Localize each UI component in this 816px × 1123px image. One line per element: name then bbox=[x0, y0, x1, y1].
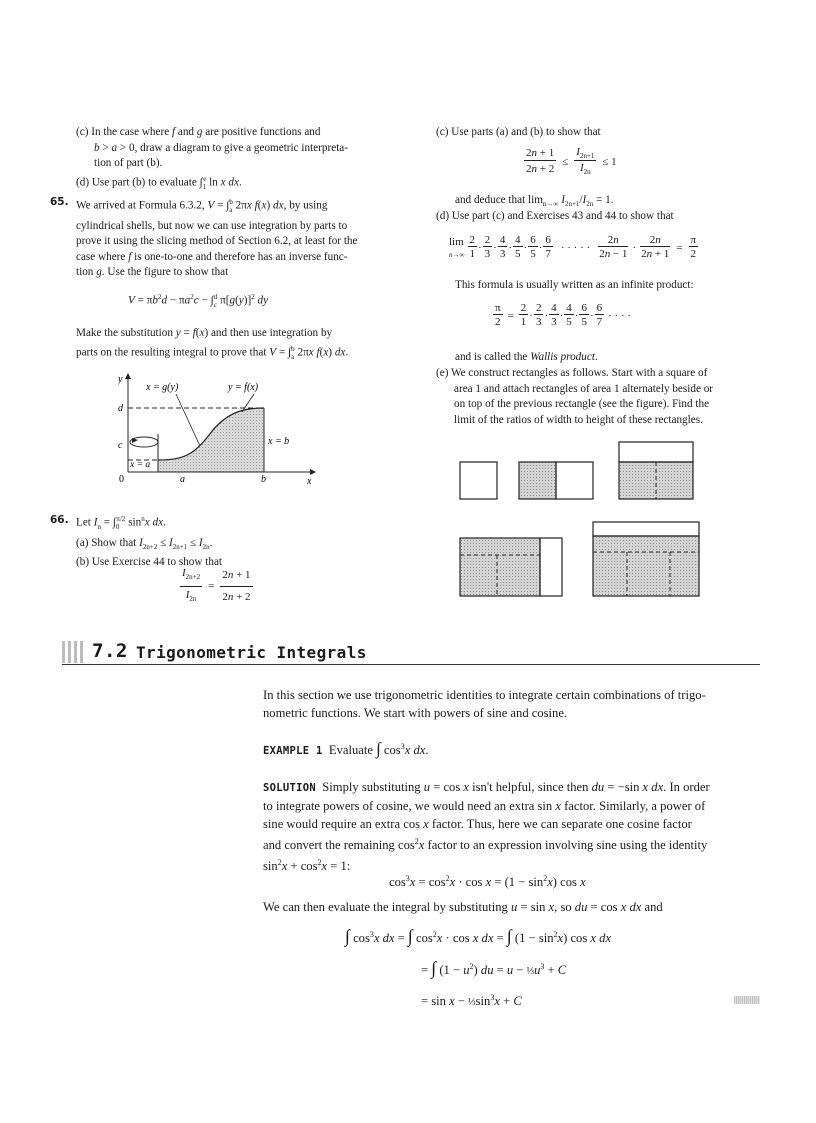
rotation-icon bbox=[130, 437, 158, 447]
rectangle-step-5 bbox=[593, 522, 699, 536]
denominator: 5 bbox=[515, 248, 521, 260]
dot: · bbox=[544, 309, 549, 322]
equation-1: $\cos^3x = \cos^2x \cdot \cos x = (1 - \sin^2x)$ cos x bbox=[389, 874, 586, 890]
dot: · bbox=[632, 241, 637, 254]
section-title: Trigonometric Integrals bbox=[136, 643, 367, 662]
x-axis-arrow-icon bbox=[310, 469, 316, 475]
label-x-eq-b: x = b bbox=[268, 436, 290, 447]
denominator: 1 bbox=[469, 248, 475, 260]
section-rule bbox=[62, 664, 760, 665]
substitution-text: We can then evaluate the integral by substituting u = sin x, so du = cos x dx and bbox=[263, 900, 663, 914]
leq: ≤ 1 bbox=[602, 155, 617, 168]
end-of-example-marker bbox=[734, 996, 760, 1004]
numerator: 4 bbox=[566, 302, 572, 314]
solution bbox=[263, 778, 763, 875]
rectangle-shaded bbox=[519, 462, 556, 499]
infinite-product-intro: This formula is usually written as an infinite product: bbox=[455, 279, 694, 291]
denominator: 5 bbox=[530, 248, 536, 260]
text-line: nometric functions. We start with powers of sine and cosine. bbox=[263, 706, 568, 720]
dot: · bbox=[523, 241, 528, 254]
numerator: $I_{2n+2}$ bbox=[180, 566, 202, 586]
leq: ≤ bbox=[562, 155, 569, 168]
formula-inequality bbox=[524, 146, 623, 177]
formula-wallis bbox=[493, 302, 632, 329]
text-line: Let $I_n = \int_0^{\pi/2}$ $\sin^nx$ dx. bbox=[76, 515, 166, 531]
numerator: 2 bbox=[535, 302, 542, 314]
formula-limit bbox=[448, 234, 698, 261]
text-line: (c) In the case where f and g are positive functions and bbox=[76, 126, 321, 138]
denominator: 3 bbox=[484, 248, 491, 260]
denominator: 2n + 2 bbox=[526, 163, 555, 176]
numerator: 2 bbox=[520, 302, 527, 314]
denominator: 2n − 1 bbox=[599, 248, 628, 260]
exercise-65-instructions bbox=[76, 326, 406, 365]
numerator: 6 bbox=[530, 234, 536, 246]
numerator: 2n bbox=[598, 234, 628, 247]
equals: = bbox=[676, 241, 683, 254]
numerator: 6 bbox=[596, 302, 603, 314]
exercise-66-part-c: (c) Use parts (a) and (b) to show that bbox=[436, 126, 601, 138]
fraction-table bbox=[524, 146, 623, 177]
deduce-text: and deduce that $\lim_{n\to\infty} I_{2n+1}/I_{2n} = 1$. bbox=[455, 194, 614, 209]
dot: · bbox=[574, 309, 579, 322]
y-axis-arrow-icon bbox=[125, 373, 131, 379]
label-b: b bbox=[261, 474, 266, 485]
inverse-function-figure bbox=[118, 372, 318, 488]
equation-4: = $\sin x - \frac{1}{3}\sin^3x + C$ bbox=[421, 993, 522, 1009]
label-d: d bbox=[118, 403, 123, 414]
text-line: sine would require an extra cos x factor. Thus, here we can separate one cosine factor bbox=[263, 817, 692, 831]
exercise-66-part-d: (d) Use part (c) and Exercises 43 and 44 to show that bbox=[436, 210, 674, 222]
solution-label: SOLUTION bbox=[263, 782, 316, 794]
denominator: 3 bbox=[499, 248, 506, 260]
text-line: parts on the resulting integral to prove that $V = \int_a^b$ 2πx f(x) dx. bbox=[76, 344, 349, 361]
text-line: Make the substitution y = f(x) and then use integration by bbox=[76, 327, 333, 339]
numerator: π bbox=[495, 302, 501, 314]
label-c: c bbox=[118, 440, 123, 451]
example-1: EXAMPLE 1 Evaluate ∫ $\cos^3x$ dx. bbox=[263, 739, 429, 759]
example-label: EXAMPLE 1 bbox=[263, 745, 323, 758]
shaded-region bbox=[158, 408, 264, 472]
equals: = bbox=[208, 580, 215, 593]
label-zero: 0 bbox=[119, 474, 124, 485]
denominator: 7 bbox=[545, 248, 551, 260]
text-line: tion g. Use the figure to show that bbox=[76, 266, 229, 279]
denominator: $I_{2n}$ bbox=[185, 588, 197, 603]
exercise-66-part-e bbox=[436, 366, 766, 428]
exercise-66-text bbox=[76, 512, 396, 571]
denominator: 2 bbox=[495, 316, 501, 328]
product-table bbox=[493, 302, 632, 329]
equation-2: ∫ $\cos^3x$ dx = ∫ $\cos^2x \cdot \cos x$ dx = ∫ $(1 - \sin^2x)$ cos x dx bbox=[345, 926, 612, 947]
label-a: a bbox=[180, 474, 185, 485]
numerator: 2n bbox=[640, 234, 670, 247]
numerator: 4 bbox=[551, 302, 557, 314]
section-intro bbox=[263, 686, 763, 722]
denominator: 1 bbox=[520, 316, 527, 328]
exercise-64-part-c bbox=[76, 125, 396, 195]
rotation-arrow-icon bbox=[132, 438, 138, 443]
exercise-64-part-d: (d) Use part (b) to evaluate $\int_1^e$ ln x dx. bbox=[76, 174, 242, 191]
formula-ratio bbox=[180, 566, 253, 609]
numerator: 2n + 1 bbox=[220, 566, 252, 586]
label-y-axis: y bbox=[118, 374, 123, 385]
text-line: (b) Use Exercise 44 to show that bbox=[76, 556, 223, 569]
text-line: prove it using the slicing method of Section 6.2, at least for the bbox=[76, 235, 358, 248]
text-line: on top of the previous rectangle (see the figure). Find the bbox=[454, 398, 710, 411]
denominator: $I_{2n}$ bbox=[579, 162, 591, 177]
section-bars-icon bbox=[62, 641, 88, 663]
equals: = bbox=[507, 309, 514, 322]
equation-3: = ∫ $(1 - u^2)$ du = $u - \frac{1}{3}u^3 + C$ bbox=[421, 958, 567, 979]
numerator: 2 bbox=[484, 234, 491, 246]
denominator: 2n + 2 bbox=[222, 590, 251, 603]
numerator: 4 bbox=[515, 234, 521, 246]
text-line: (e) We construct rectangles as follows. Start with a square of bbox=[436, 367, 708, 379]
numerator: 6 bbox=[545, 234, 551, 246]
text-line: SOLUTION Simply substituting u = cos x isn't helpful, since then du = −sin x dx. In order bbox=[263, 780, 710, 794]
section-number: 7.2 bbox=[92, 640, 128, 662]
dot: · bbox=[508, 241, 513, 254]
numerator: 6 bbox=[581, 302, 587, 314]
numerator: π bbox=[690, 234, 697, 246]
pointer-line bbox=[176, 394, 200, 446]
dot: · bbox=[559, 309, 564, 322]
exercise-number: 65. bbox=[50, 196, 69, 208]
text-line: area 1 and attach rectangles of area 1 alternately beside or bbox=[454, 382, 714, 395]
denominator: 2 bbox=[690, 248, 697, 260]
text-line: In this section we use trigonometric identities to integrate certain combinations of trigo- bbox=[263, 688, 706, 702]
denominator: 7 bbox=[596, 316, 603, 328]
text-line: b > a > 0, draw a diagram to give a geometric interpreta- bbox=[94, 141, 348, 154]
rectangle-shaded bbox=[460, 538, 540, 596]
exercise-number: 66. bbox=[50, 514, 69, 526]
text-line: $\sin^2x + \cos^2x = 1$: bbox=[263, 858, 351, 874]
text-line: cylindrical shells, but now we can use integration by parts to bbox=[76, 219, 348, 232]
numerator: 2 bbox=[469, 234, 475, 246]
denominator: 5 bbox=[581, 316, 587, 328]
wallis-rectangles-figure bbox=[455, 438, 705, 608]
denominator: 3 bbox=[551, 316, 557, 328]
product-table bbox=[448, 234, 698, 261]
dot: · bbox=[589, 309, 594, 322]
fraction-table bbox=[180, 566, 253, 609]
dot: · bbox=[529, 309, 533, 322]
rectangle-step-2 bbox=[556, 462, 593, 499]
rectangle-step-4 bbox=[540, 538, 562, 596]
numerator: $I_{2n+1}$ bbox=[576, 146, 595, 161]
text-line: limit of the ratios of width to height of these rectangles. bbox=[454, 413, 703, 426]
wallis-called: and is called the Wallis product. bbox=[455, 351, 598, 363]
label-x-eq-a: x = a bbox=[130, 460, 151, 470]
text-line: tion of part (b). bbox=[94, 157, 163, 170]
dot: · bbox=[478, 241, 482, 254]
ellipsis: · · · · · bbox=[560, 241, 591, 254]
denominator: 2n + 1 bbox=[641, 248, 670, 260]
formula-volume: $V = \pi b^2d - \pi a^2c - \int_c^d$ $\pi[g(y)]^2$ dy bbox=[128, 293, 269, 309]
ellipsis: · · · · bbox=[608, 309, 632, 322]
rectangle-shaded bbox=[593, 536, 699, 596]
text-line: to integrate powers of cosine, we would need an extra sin x factor. Similarly, a power of bbox=[263, 799, 706, 813]
text-line: (a) Show that $I_{2n+2} \le I_{2n+1} \le I_{2n}$. bbox=[76, 536, 213, 551]
dot: · bbox=[493, 241, 497, 254]
text-line: We arrived at Formula 6.3.2, $V = \int_a^b$ 2πx f(x) dx, by using bbox=[76, 198, 328, 214]
lim: lim n→∞ bbox=[449, 235, 465, 259]
exercise-65-text bbox=[76, 195, 406, 281]
denominator: 5 bbox=[566, 316, 572, 328]
numerator: 2n + 1 bbox=[526, 147, 555, 160]
text-line: and convert the remaining $\cos^2x$ factor to an expression involving sine using the identity bbox=[263, 837, 708, 853]
label-x-eq-g: x = g(y) bbox=[146, 382, 179, 393]
label-y-eq-f: y = f(x) bbox=[228, 382, 259, 393]
numerator: 4 bbox=[499, 234, 506, 246]
dot: · bbox=[538, 241, 543, 254]
text-line: case where f is one-to-one and therefore has an inverse func- bbox=[76, 250, 348, 263]
label-x-axis: x bbox=[307, 476, 312, 487]
rectangle-step-1 bbox=[460, 462, 497, 499]
denominator: 3 bbox=[535, 316, 542, 328]
rectangle-step-3 bbox=[619, 442, 693, 462]
